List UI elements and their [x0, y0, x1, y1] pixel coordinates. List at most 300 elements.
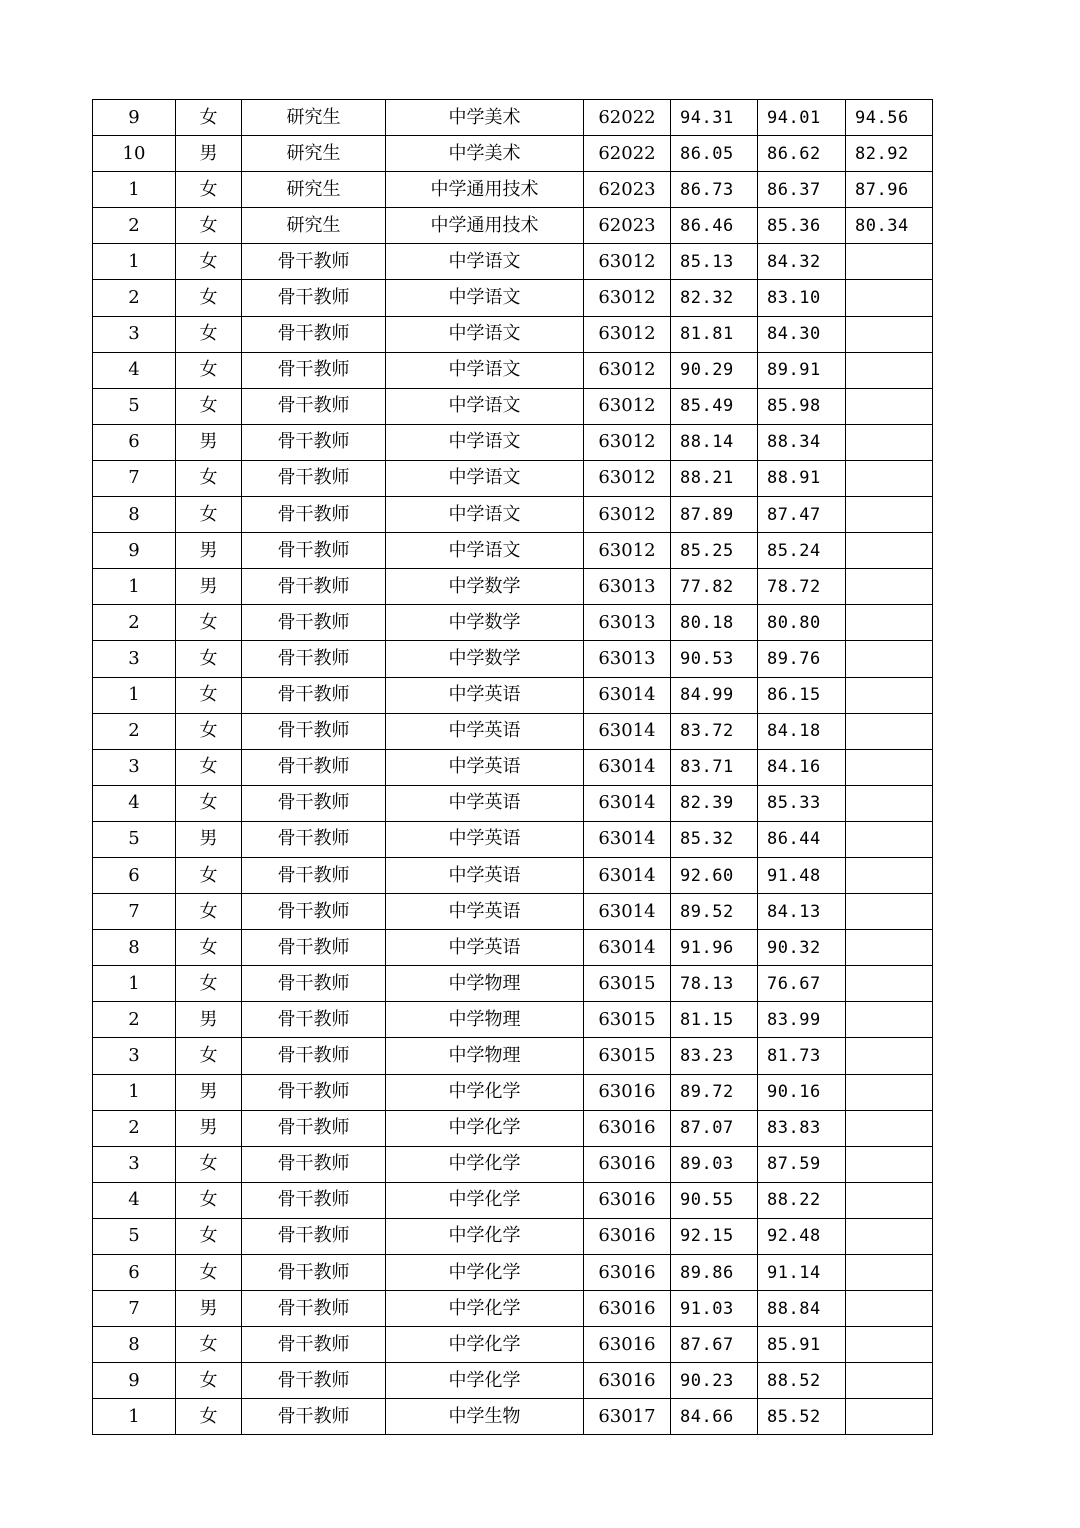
index-cell: 9 [93, 1363, 176, 1399]
code-cell: 63014 [584, 713, 671, 749]
score-3-cell [846, 1146, 933, 1182]
category-cell: 骨干教师 [242, 569, 386, 605]
table-row [93, 894, 933, 930]
table-row [93, 1218, 933, 1254]
index-cell: 1 [93, 244, 176, 280]
table-body [93, 100, 933, 1435]
score-3-cell: 87.96 [846, 172, 933, 208]
score-1-cell: 78.13 [671, 966, 758, 1002]
index-cell: 9 [93, 533, 176, 569]
subject-cell: 中学美术 [386, 136, 584, 172]
score-2-cell: 88.52 [758, 1363, 846, 1399]
score-1-cell: 86.05 [671, 136, 758, 172]
table-row [93, 821, 933, 857]
gender-cell: 女 [176, 713, 242, 749]
score-2-cell: 84.16 [758, 749, 846, 785]
code-cell: 63012 [584, 244, 671, 280]
score-2-cell: 89.76 [758, 641, 846, 677]
code-cell: 62023 [584, 172, 671, 208]
category-cell: 骨干教师 [242, 749, 386, 785]
subject-cell: 中学物理 [386, 1038, 584, 1074]
subject-cell: 中学英语 [386, 930, 584, 966]
index-cell: 1 [93, 677, 176, 713]
table-row [93, 713, 933, 749]
score-3-cell [846, 1074, 933, 1110]
category-cell: 骨干教师 [242, 1146, 386, 1182]
score-2-cell: 88.91 [758, 460, 846, 496]
score-3-cell [846, 1255, 933, 1291]
index-cell: 7 [93, 460, 176, 496]
score-1-cell: 85.49 [671, 388, 758, 424]
table-row [93, 749, 933, 785]
subject-cell: 中学化学 [386, 1182, 584, 1218]
score-1-cell: 91.03 [671, 1291, 758, 1327]
gender-cell: 女 [176, 100, 242, 136]
subject-cell: 中学物理 [386, 966, 584, 1002]
gender-cell: 男 [176, 1074, 242, 1110]
score-2-cell: 83.83 [758, 1110, 846, 1146]
score-3-cell [846, 1038, 933, 1074]
subject-cell: 中学英语 [386, 749, 584, 785]
gender-cell: 女 [176, 1255, 242, 1291]
score-1-cell: 89.03 [671, 1146, 758, 1182]
subject-cell: 中学语文 [386, 244, 584, 280]
subject-cell: 中学语文 [386, 424, 584, 460]
subject-cell: 中学化学 [386, 1218, 584, 1254]
gender-cell: 女 [176, 244, 242, 280]
table-row [93, 316, 933, 352]
table-row [93, 1255, 933, 1291]
category-cell: 研究生 [242, 100, 386, 136]
category-cell: 骨干教师 [242, 1002, 386, 1038]
score-1-cell: 90.23 [671, 1363, 758, 1399]
gender-cell: 男 [176, 1110, 242, 1146]
score-2-cell: 88.34 [758, 424, 846, 460]
table-row [93, 930, 933, 966]
index-cell: 4 [93, 785, 176, 821]
subject-cell: 中学数学 [386, 569, 584, 605]
subject-cell: 中学通用技术 [386, 172, 584, 208]
index-cell: 7 [93, 894, 176, 930]
table-row [93, 1327, 933, 1363]
subject-cell: 中学英语 [386, 713, 584, 749]
category-cell: 骨干教师 [242, 821, 386, 857]
code-cell: 63012 [584, 388, 671, 424]
index-cell: 6 [93, 1255, 176, 1291]
gender-cell: 男 [176, 533, 242, 569]
score-2-cell: 85.33 [758, 785, 846, 821]
score-2-cell: 87.59 [758, 1146, 846, 1182]
code-cell: 63014 [584, 785, 671, 821]
score-2-cell: 84.30 [758, 316, 846, 352]
score-1-cell: 88.21 [671, 460, 758, 496]
index-cell: 10 [93, 136, 176, 172]
table-row [93, 1146, 933, 1182]
category-cell: 骨干教师 [242, 1399, 386, 1435]
gender-cell: 女 [176, 280, 242, 316]
code-cell: 63015 [584, 1038, 671, 1074]
score-2-cell: 83.10 [758, 280, 846, 316]
category-cell: 骨干教师 [242, 1074, 386, 1110]
score-3-cell [846, 785, 933, 821]
table-row [93, 100, 933, 136]
score-3-cell: 80.34 [846, 208, 933, 244]
category-cell: 研究生 [242, 208, 386, 244]
score-2-cell: 85.52 [758, 1399, 846, 1435]
score-2-cell: 84.32 [758, 244, 846, 280]
category-cell: 骨干教师 [242, 280, 386, 316]
score-3-cell [846, 569, 933, 605]
score-3-cell [846, 316, 933, 352]
gender-cell: 女 [176, 677, 242, 713]
category-cell: 骨干教师 [242, 424, 386, 460]
gender-cell: 女 [176, 1327, 242, 1363]
score-3-cell [846, 641, 933, 677]
score-2-cell: 90.32 [758, 930, 846, 966]
subject-cell: 中学通用技术 [386, 208, 584, 244]
score-2-cell: 86.62 [758, 136, 846, 172]
code-cell: 63012 [584, 460, 671, 496]
table-row [93, 1182, 933, 1218]
score-2-cell: 92.48 [758, 1218, 846, 1254]
index-cell: 8 [93, 1327, 176, 1363]
category-cell: 骨干教师 [242, 1038, 386, 1074]
index-cell: 1 [93, 172, 176, 208]
score-1-cell: 90.55 [671, 1182, 758, 1218]
category-cell: 骨干教师 [242, 713, 386, 749]
table-row [93, 172, 933, 208]
score-2-cell: 85.98 [758, 388, 846, 424]
table-row [93, 533, 933, 569]
code-cell: 63013 [584, 605, 671, 641]
index-cell: 2 [93, 605, 176, 641]
table-row [93, 280, 933, 316]
subject-cell: 中学语文 [386, 497, 584, 533]
category-cell: 骨干教师 [242, 316, 386, 352]
score-3-cell [846, 1327, 933, 1363]
code-cell: 63014 [584, 857, 671, 893]
gender-cell: 女 [176, 605, 242, 641]
gender-cell: 女 [176, 857, 242, 893]
score-1-cell: 84.99 [671, 677, 758, 713]
subject-cell: 中学语文 [386, 352, 584, 388]
score-3-cell [846, 1399, 933, 1435]
subject-cell: 中学化学 [386, 1146, 584, 1182]
index-cell: 6 [93, 857, 176, 893]
score-1-cell: 89.86 [671, 1255, 758, 1291]
table-row [93, 1110, 933, 1146]
table-row [93, 424, 933, 460]
code-cell: 63014 [584, 677, 671, 713]
score-1-cell: 83.23 [671, 1038, 758, 1074]
gender-cell: 男 [176, 821, 242, 857]
score-3-cell [846, 1182, 933, 1218]
gender-cell: 女 [176, 966, 242, 1002]
category-cell: 骨干教师 [242, 605, 386, 641]
subject-cell: 中学化学 [386, 1255, 584, 1291]
category-cell: 骨干教师 [242, 677, 386, 713]
score-1-cell: 85.13 [671, 244, 758, 280]
score-3-cell [846, 388, 933, 424]
index-cell: 5 [93, 821, 176, 857]
table-row [93, 677, 933, 713]
category-cell: 骨干教师 [242, 1327, 386, 1363]
index-cell: 3 [93, 316, 176, 352]
score-2-cell: 76.67 [758, 966, 846, 1002]
table-row [93, 1399, 933, 1435]
score-1-cell: 92.15 [671, 1218, 758, 1254]
score-3-cell [846, 605, 933, 641]
score-2-cell: 90.16 [758, 1074, 846, 1110]
code-cell: 63013 [584, 641, 671, 677]
score-1-cell: 86.73 [671, 172, 758, 208]
score-1-cell: 83.71 [671, 749, 758, 785]
code-cell: 63014 [584, 749, 671, 785]
gender-cell: 女 [176, 1218, 242, 1254]
category-cell: 骨干教师 [242, 966, 386, 1002]
subject-cell: 中学化学 [386, 1363, 584, 1399]
score-1-cell: 82.39 [671, 785, 758, 821]
gender-cell: 女 [176, 894, 242, 930]
table-row [93, 136, 933, 172]
score-3-cell [846, 894, 933, 930]
gender-cell: 女 [176, 1363, 242, 1399]
code-cell: 62022 [584, 100, 671, 136]
index-cell: 7 [93, 1291, 176, 1327]
table-row [93, 857, 933, 893]
score-3-cell [846, 677, 933, 713]
gender-cell: 男 [176, 1002, 242, 1038]
index-cell: 2 [93, 208, 176, 244]
index-cell: 5 [93, 388, 176, 424]
code-cell: 62023 [584, 208, 671, 244]
score-2-cell: 85.24 [758, 533, 846, 569]
code-cell: 63016 [584, 1218, 671, 1254]
score-2-cell: 85.36 [758, 208, 846, 244]
subject-cell: 中学化学 [386, 1327, 584, 1363]
table-row [93, 388, 933, 424]
score-1-cell: 89.72 [671, 1074, 758, 1110]
code-cell: 63016 [584, 1182, 671, 1218]
score-3-cell: 82.92 [846, 136, 933, 172]
code-cell: 63016 [584, 1255, 671, 1291]
score-3-cell [846, 857, 933, 893]
category-cell: 骨干教师 [242, 1291, 386, 1327]
score-1-cell: 81.81 [671, 316, 758, 352]
score-3-cell [846, 244, 933, 280]
gender-cell: 男 [176, 1291, 242, 1327]
gender-cell: 女 [176, 388, 242, 424]
category-cell: 骨干教师 [242, 1363, 386, 1399]
subject-cell: 中学化学 [386, 1074, 584, 1110]
category-cell: 骨干教师 [242, 244, 386, 280]
category-cell: 骨干教师 [242, 1110, 386, 1146]
index-cell: 2 [93, 280, 176, 316]
gender-cell: 女 [176, 352, 242, 388]
table-row [93, 244, 933, 280]
category-cell: 骨干教师 [242, 857, 386, 893]
score-3-cell [846, 533, 933, 569]
category-cell: 骨干教师 [242, 497, 386, 533]
subject-cell: 中学语文 [386, 533, 584, 569]
score-1-cell: 87.89 [671, 497, 758, 533]
code-cell: 62022 [584, 136, 671, 172]
category-cell: 骨干教师 [242, 533, 386, 569]
subject-cell: 中学英语 [386, 857, 584, 893]
subject-cell: 中学美术 [386, 100, 584, 136]
index-cell: 1 [93, 1399, 176, 1435]
score-1-cell: 82.32 [671, 280, 758, 316]
code-cell: 63012 [584, 497, 671, 533]
code-cell: 63012 [584, 280, 671, 316]
score-3-cell [846, 1363, 933, 1399]
gender-cell: 女 [176, 1146, 242, 1182]
code-cell: 63016 [584, 1291, 671, 1327]
category-cell: 骨干教师 [242, 785, 386, 821]
score-2-cell: 81.73 [758, 1038, 846, 1074]
score-1-cell: 77.82 [671, 569, 758, 605]
code-cell: 63014 [584, 894, 671, 930]
score-2-cell: 84.18 [758, 713, 846, 749]
score-2-cell: 91.14 [758, 1255, 846, 1291]
score-3-cell [846, 930, 933, 966]
score-1-cell: 94.31 [671, 100, 758, 136]
table-row [93, 605, 933, 641]
gender-cell: 女 [176, 785, 242, 821]
score-3-cell [846, 424, 933, 460]
score-1-cell: 84.66 [671, 1399, 758, 1435]
gender-cell: 女 [176, 749, 242, 785]
score-1-cell: 87.67 [671, 1327, 758, 1363]
code-cell: 63012 [584, 533, 671, 569]
table-row [93, 208, 933, 244]
score-1-cell: 88.14 [671, 424, 758, 460]
code-cell: 63016 [584, 1110, 671, 1146]
gender-cell: 女 [176, 641, 242, 677]
score-2-cell: 86.37 [758, 172, 846, 208]
index-cell: 8 [93, 497, 176, 533]
code-cell: 63014 [584, 930, 671, 966]
subject-cell: 中学化学 [386, 1110, 584, 1146]
score-3-cell [846, 1002, 933, 1038]
score-3-cell [846, 1291, 933, 1327]
index-cell: 6 [93, 424, 176, 460]
code-cell: 63017 [584, 1399, 671, 1435]
score-2-cell: 85.91 [758, 1327, 846, 1363]
score-2-cell: 91.48 [758, 857, 846, 893]
code-cell: 63016 [584, 1146, 671, 1182]
code-cell: 63013 [584, 569, 671, 605]
table-row [93, 497, 933, 533]
subject-cell: 中学物理 [386, 1002, 584, 1038]
index-cell: 2 [93, 1110, 176, 1146]
score-2-cell: 86.44 [758, 821, 846, 857]
table-row [93, 966, 933, 1002]
gender-cell: 男 [176, 136, 242, 172]
gender-cell: 女 [176, 1038, 242, 1074]
gender-cell: 女 [176, 1182, 242, 1218]
score-2-cell: 89.91 [758, 352, 846, 388]
score-1-cell: 83.72 [671, 713, 758, 749]
index-cell: 5 [93, 1218, 176, 1254]
table-row [93, 1074, 933, 1110]
index-cell: 3 [93, 1038, 176, 1074]
category-cell: 骨干教师 [242, 894, 386, 930]
code-cell: 63012 [584, 352, 671, 388]
score-1-cell: 87.07 [671, 1110, 758, 1146]
score-1-cell: 85.32 [671, 821, 758, 857]
gender-cell: 男 [176, 569, 242, 605]
category-cell: 研究生 [242, 136, 386, 172]
index-cell: 9 [93, 100, 176, 136]
subject-cell: 中学语文 [386, 388, 584, 424]
score-3-cell [846, 497, 933, 533]
table-row [93, 785, 933, 821]
score-2-cell: 87.47 [758, 497, 846, 533]
category-cell: 研究生 [242, 172, 386, 208]
score-1-cell: 80.18 [671, 605, 758, 641]
score-3-cell [846, 352, 933, 388]
score-2-cell: 84.13 [758, 894, 846, 930]
score-1-cell: 90.29 [671, 352, 758, 388]
score-3-cell [846, 1110, 933, 1146]
code-cell: 63015 [584, 966, 671, 1002]
score-1-cell: 91.96 [671, 930, 758, 966]
gender-cell: 女 [176, 930, 242, 966]
score-2-cell: 83.99 [758, 1002, 846, 1038]
score-3-cell [846, 713, 933, 749]
category-cell: 骨干教师 [242, 641, 386, 677]
subject-cell: 中学数学 [386, 605, 584, 641]
subject-cell: 中学英语 [386, 894, 584, 930]
gender-cell: 女 [176, 172, 242, 208]
category-cell: 骨干教师 [242, 1218, 386, 1254]
score-2-cell: 86.15 [758, 677, 846, 713]
code-cell: 63016 [584, 1327, 671, 1363]
score-3-cell: 94.56 [846, 100, 933, 136]
subject-cell: 中学英语 [386, 821, 584, 857]
category-cell: 骨干教师 [242, 352, 386, 388]
index-cell: 3 [93, 749, 176, 785]
index-cell: 2 [93, 713, 176, 749]
score-1-cell: 86.46 [671, 208, 758, 244]
category-cell: 骨干教师 [242, 460, 386, 496]
category-cell: 骨干教师 [242, 930, 386, 966]
score-table [92, 99, 933, 1435]
score-1-cell: 92.60 [671, 857, 758, 893]
score-3-cell [846, 821, 933, 857]
category-cell: 骨干教师 [242, 1255, 386, 1291]
subject-cell: 中学化学 [386, 1291, 584, 1327]
index-cell: 4 [93, 352, 176, 388]
gender-cell: 男 [176, 424, 242, 460]
score-1-cell: 81.15 [671, 1002, 758, 1038]
category-cell: 骨干教师 [242, 388, 386, 424]
score-3-cell [846, 460, 933, 496]
category-cell: 骨干教师 [242, 1182, 386, 1218]
table-row [93, 1363, 933, 1399]
gender-cell: 女 [176, 460, 242, 496]
table-row [93, 1291, 933, 1327]
gender-cell: 女 [176, 1399, 242, 1435]
index-cell: 1 [93, 569, 176, 605]
subject-cell: 中学英语 [386, 677, 584, 713]
index-cell: 2 [93, 1002, 176, 1038]
score-3-cell [846, 966, 933, 1002]
score-2-cell: 78.72 [758, 569, 846, 605]
subject-cell: 中学生物 [386, 1399, 584, 1435]
score-1-cell: 89.52 [671, 894, 758, 930]
